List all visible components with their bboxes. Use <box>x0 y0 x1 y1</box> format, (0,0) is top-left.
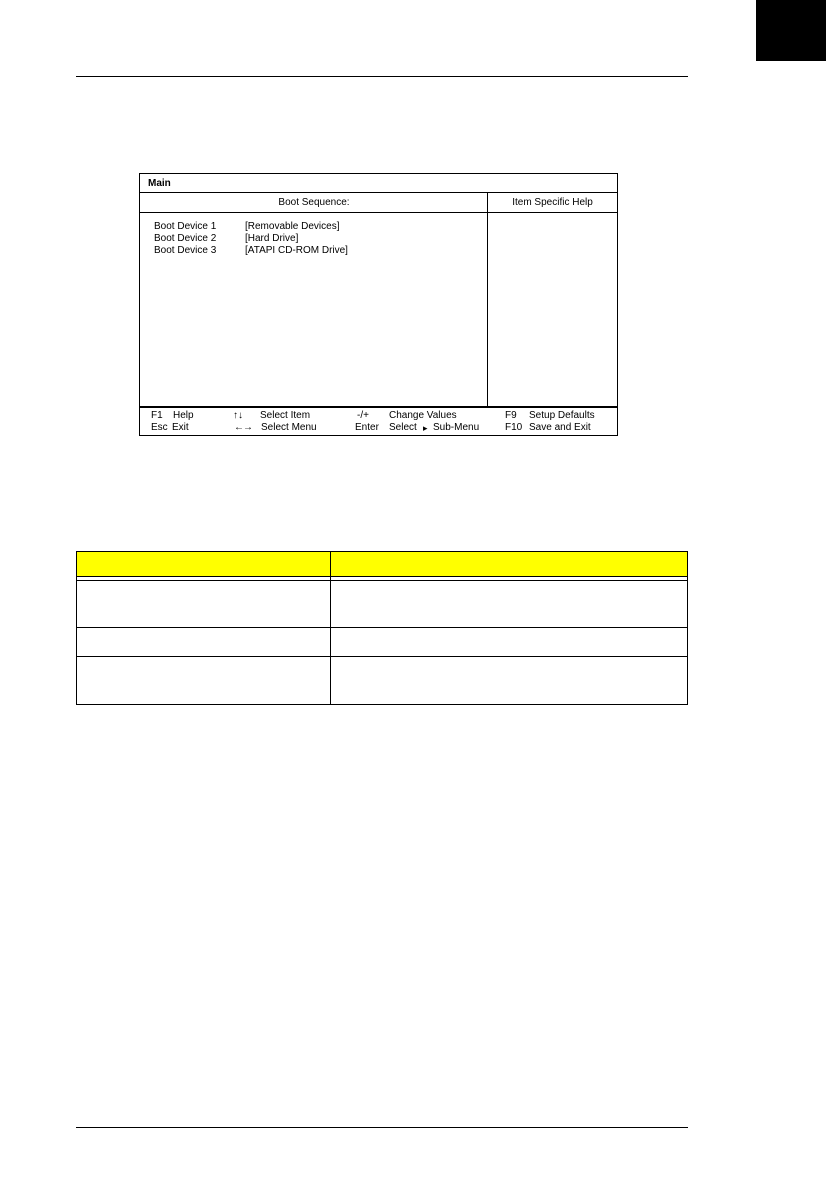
bios-setup-screen <box>139 173 618 436</box>
f1-action: Help <box>173 410 194 421</box>
sub-menu-action: Sub-Menu <box>433 422 480 433</box>
select-action: Select <box>389 422 417 433</box>
boot-device-value[interactable]: [ATAPI CD-ROM Drive] <box>245 245 348 256</box>
boot-sequence-heading: Boot Sequence: <box>140 193 488 213</box>
item-specific-help-heading: Item Specific Help <box>488 193 617 213</box>
boot-device-value[interactable]: [Hard Drive] <box>245 233 299 244</box>
enter-key: Enter <box>355 422 379 433</box>
table-row-divider <box>77 627 687 628</box>
left-right-arrow-icon: ←→ <box>234 422 252 433</box>
select-menu-action: Select Menu <box>261 422 317 433</box>
table-header-underline <box>77 580 687 581</box>
header-rule <box>76 76 688 77</box>
page-tab-marker <box>756 0 826 61</box>
f10-key: F10 <box>505 422 523 433</box>
setup-defaults-action: Setup Defaults <box>529 410 595 421</box>
submenu-arrow-icon: ▸ <box>423 423 428 433</box>
change-key: -/+ <box>357 410 369 421</box>
boot-device-label: Boot Device 3 <box>154 245 217 256</box>
f9-key: F9 <box>505 410 517 421</box>
bios-column-divider <box>487 193 488 407</box>
boot-device-label: Boot Device 1 <box>154 221 217 232</box>
footer-rule <box>76 1127 688 1128</box>
up-down-arrow-icon: ↑↓ <box>233 410 243 421</box>
bios-menu-title[interactable]: Main <box>140 174 617 193</box>
bios-key-legend <box>140 406 617 435</box>
boot-device-value[interactable]: [Removable Devices] <box>245 221 340 232</box>
change-values-action: Change Values <box>389 410 457 421</box>
table-column-divider <box>330 552 331 704</box>
table-row-divider <box>77 656 687 657</box>
select-item-action: Select Item <box>260 410 311 421</box>
boot-device-label: Boot Device 2 <box>154 233 217 244</box>
f1-key: F1 <box>151 410 163 421</box>
save-and-exit-action: Save and Exit <box>529 422 591 433</box>
table-header-row <box>77 552 687 577</box>
exit-action: Exit <box>172 422 189 433</box>
esc-key: Esc <box>151 422 168 433</box>
settings-table <box>76 551 688 705</box>
